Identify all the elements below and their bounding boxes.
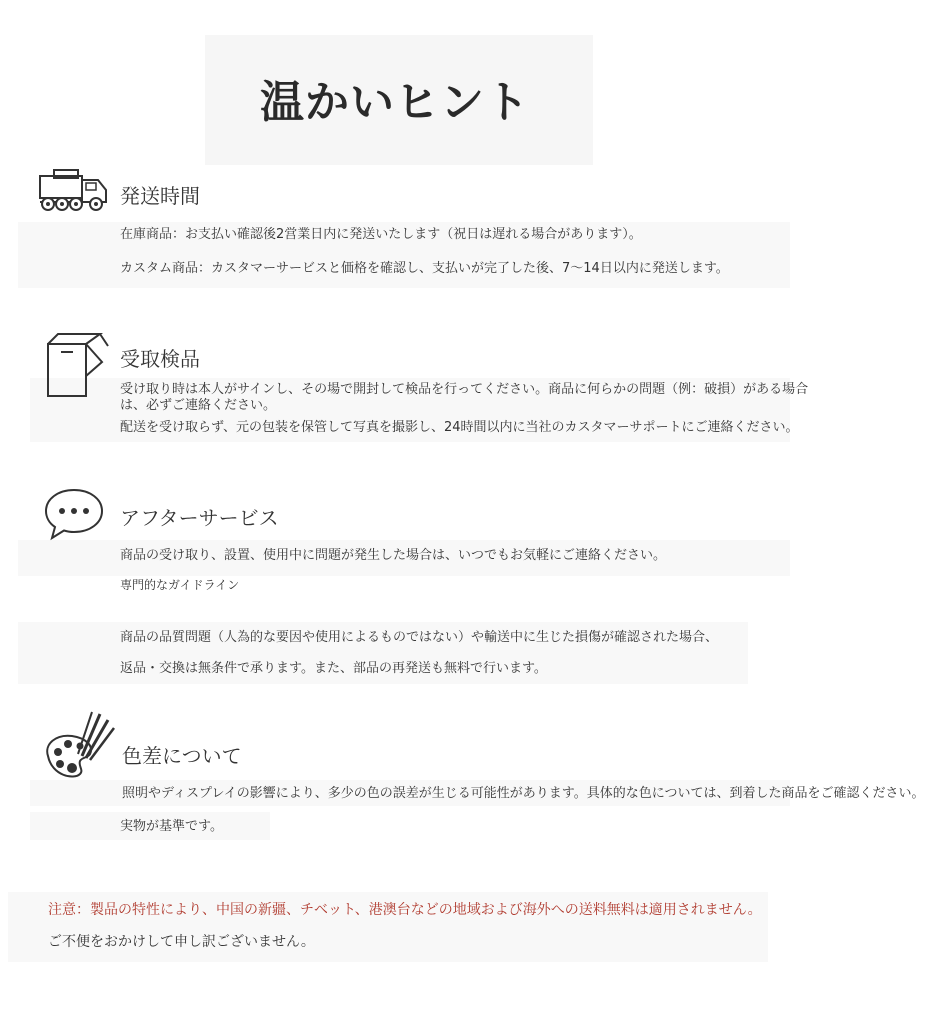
section-line: カスタム商品：カスタマーサービスと価格を確認し、支払いが完了した後、7〜14日以内に発送します。 xyxy=(120,261,729,276)
section-heading-aftersales: アフターサービス xyxy=(120,506,279,530)
section-heading-color: 色差について xyxy=(122,744,242,768)
section-subheading: 専門的なガイドライン xyxy=(120,578,240,592)
paint-palette-icon xyxy=(42,710,118,782)
section-line: 在庫商品：お支払い確認後2営業日内に発送いたします（祝日は遅れる場合があります）。 xyxy=(120,227,642,242)
section-line: 商品の品質問題（人為的な要因や使用によるものではない）や輸送中に生じた損傷が確認された場合、 xyxy=(120,630,719,645)
page-title: 温かいヒント xyxy=(260,77,530,128)
apology-text: ご不便をおかけして申し訳ございません。 xyxy=(48,934,315,950)
section-line: 照明やディスプレイの影響により、多少の色の誤差が生じる可能性があります。具体的な色については、到着した商品をご確認ください。 xyxy=(122,786,925,801)
box-icon xyxy=(44,332,112,402)
section-line: 実物が基準です。 xyxy=(120,819,223,834)
section-line: 返品・交換は無条件で承ります。また、部品の再発送も無料で行います。 xyxy=(120,661,547,676)
section-line: 受け取り時は本人がサインし、その場で開封して検品を行ってください。商品に何らかの問題（例：破損）がある場合 xyxy=(120,382,809,397)
truck-icon xyxy=(36,168,116,214)
section-line: は、必ずご連絡ください。 xyxy=(120,398,277,413)
section-line: 配送を受け取らず、元の包装を保管して写真を撮影し、24時間以内に当社のカスタマーサポートにご連絡ください。 xyxy=(120,420,799,435)
chat-bubble-icon xyxy=(42,486,106,542)
shipping-notice: 注意：製品の特性により、中国の新疆、チベット、港澳台などの地域および海外への送料無料は適用されません。 xyxy=(48,902,762,918)
section-line: 商品の受け取り、設置、使用中に問題が発生した場合は、いつでもお気軽にご連絡ください。 xyxy=(120,548,667,563)
section-heading-shipping: 発送時間 xyxy=(120,184,200,208)
section-heading-inspection: 受取検品 xyxy=(120,347,200,371)
